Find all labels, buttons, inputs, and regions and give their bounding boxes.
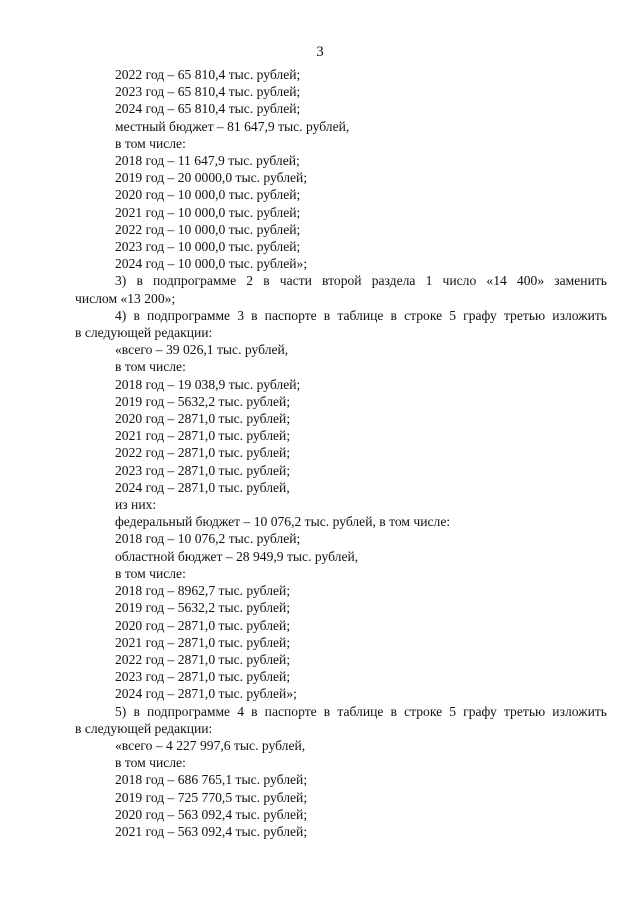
budget-line: в том числе:	[115, 135, 186, 151]
budget-line: «всего – 4 227 997,6 тыс. рублей,	[115, 737, 306, 753]
budget-line: 2018 год – 686 765,1 тыс. рублей;	[115, 772, 308, 788]
budget-line: 2018 год – 11 647,9 тыс. рублей;	[115, 153, 300, 169]
budget-line: 2018 год – 8962,7 тыс. рублей;	[115, 583, 291, 599]
budget-line: 2022 год – 10 000,0 тыс. рублей;	[115, 221, 301, 237]
budget-line: 2020 год – 563 092,4 тыс. рублей;	[115, 806, 308, 822]
budget-line: 2021 год – 2871,0 тыс. рублей;	[115, 634, 291, 650]
budget-line: 2020 год – 2871,0 тыс. рублей;	[115, 411, 291, 427]
budget-line: 2024 год – 10 000,0 тыс. рублей»;	[115, 256, 308, 272]
amendment-paragraph	[75, 307, 607, 341]
paragraph-first-line: 3) в подпрограмме 2 в части второй раздела 1 число «14 400» заменить	[115, 273, 607, 289]
budget-line: местный бюджет – 81 647,9 тыс. рублей,	[115, 118, 350, 134]
budget-line: 2018 год – 19 038,9 тыс. рублей;	[115, 376, 301, 392]
paragraph-first-line: 5) в подпрограмме 4 в паспорте в таблице в строке 5 графу третью изложить	[115, 703, 607, 719]
amendment-paragraph	[75, 272, 607, 306]
budget-line: в том числе:	[115, 755, 186, 771]
budget-line: федеральный бюджет – 10 076,2 тыс. рублей, в том числе:	[115, 514, 451, 530]
budget-line: в том числе:	[115, 359, 186, 375]
amendment-paragraph	[75, 703, 607, 737]
budget-line: 2019 год – 725 770,5 тыс. рублей;	[115, 789, 308, 805]
budget-line: 2024 год – 2871,0 тыс. рублей,	[115, 479, 290, 495]
budget-line: 2022 год – 65 810,4 тыс. рублей;	[115, 67, 301, 82]
paragraph-continuation: числом «13 200»;	[75, 290, 176, 306]
budget-line: в том числе:	[115, 565, 186, 581]
budget-line: 2018 год – 10 076,2 тыс. рублей;	[115, 531, 301, 547]
budget-line: 2020 год – 10 000,0 тыс. рублей;	[115, 187, 301, 203]
budget-line: областной бюджет – 28 949,9 тыс. рублей,	[115, 548, 359, 564]
paragraph-first-line: 4) в подпрограмме 3 в паспорте в таблице в строке 5 графу третью изложить	[115, 307, 607, 323]
budget-line: 2021 год – 563 092,4 тыс. рублей;	[115, 823, 308, 839]
page-number: 3	[316, 44, 324, 60]
budget-line: 2021 год – 2871,0 тыс. рублей;	[115, 428, 291, 444]
budget-line: 2022 год – 2871,0 тыс. рублей;	[115, 445, 291, 461]
budget-line: 2023 год – 65 810,4 тыс. рублей;	[115, 84, 301, 100]
paragraph-continuation: в следующей редакции:	[75, 720, 213, 736]
budget-line: «всего – 39 026,1 тыс. рублей,	[115, 342, 289, 358]
budget-line: 2023 год – 10 000,0 тыс. рублей;	[115, 239, 301, 255]
budget-line: 2021 год – 10 000,0 тыс. рублей;	[115, 204, 301, 220]
budget-line: 2019 год – 20 0000,0 тыс. рублей;	[115, 170, 308, 186]
budget-line: 2019 год – 5632,2 тыс. рублей;	[115, 393, 291, 409]
budget-line: 2023 год – 2871,0 тыс. рублей;	[115, 669, 291, 685]
budget-line: из них:	[115, 497, 157, 513]
budget-line: 2022 год – 2871,0 тыс. рублей;	[115, 651, 291, 667]
budget-line: 2020 год – 2871,0 тыс. рублей;	[115, 617, 291, 633]
budget-line: 2024 год – 2871,0 тыс. рублей»;	[115, 686, 297, 702]
paragraph-continuation: в следующей редакции:	[75, 325, 213, 341]
document-body	[75, 66, 607, 840]
budget-line: 2023 год – 2871,0 тыс. рублей;	[115, 462, 291, 478]
budget-line: 2019 год – 5632,2 тыс. рублей;	[115, 600, 291, 616]
budget-line: 2024 год – 65 810,4 тыс. рублей;	[115, 101, 301, 117]
